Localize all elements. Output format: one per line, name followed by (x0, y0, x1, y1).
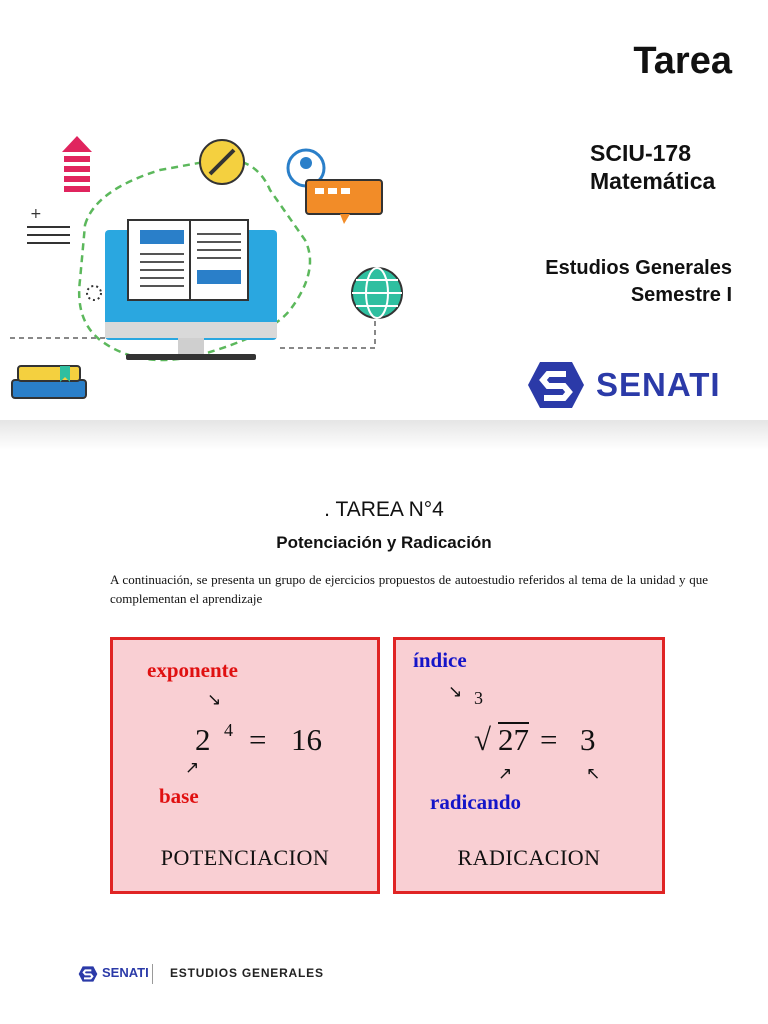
index-label: índice (413, 648, 467, 672)
radical-sign: √ (474, 722, 492, 757)
footer-logo-text: SENATI (102, 965, 149, 980)
senati-logo (526, 360, 726, 412)
power-result: 16 (291, 722, 322, 757)
arrow-down-right-icon: ↘ (207, 690, 222, 710)
potenciacion-caption: POTENCIACION (160, 845, 330, 870)
cover-divider-shadow (0, 420, 768, 450)
radicand-label: radicando (430, 790, 522, 814)
radicacion-caption: RADICACION (457, 845, 601, 870)
senati-emblem-icon (78, 964, 98, 984)
potenciacion-panel (110, 637, 380, 894)
open-book-icon (128, 220, 248, 300)
power-exponent: 4 (224, 720, 233, 740)
task-subtitle: Potenciación y Radicación (276, 533, 492, 552)
power-equals: = (249, 722, 267, 757)
chat-bubble-icon (306, 180, 382, 224)
senati-logo-text: SENATI (596, 366, 721, 403)
dotted-circle-icon (87, 286, 101, 300)
arrow-up-right-icon: ↗ (498, 764, 513, 784)
radicand-value: 27 (498, 722, 529, 757)
senati-emblem-icon (526, 360, 586, 410)
root-equals: = (540, 722, 558, 757)
upload-arrow-icon (62, 136, 92, 192)
root-index: 3 (474, 688, 483, 708)
arrow-up-right-icon: ↗ (185, 758, 200, 778)
arrow-down-right-icon: ↘ (448, 682, 463, 702)
svg-text:+: + (30, 206, 42, 222)
page-footer (78, 962, 378, 986)
root-result: 3 (580, 722, 596, 757)
cover-section (0, 0, 768, 440)
task-title: . TAREA N°4 (324, 498, 444, 521)
pen-icon (200, 140, 244, 184)
document-type: Tarea (633, 40, 732, 82)
footer-divider (152, 964, 153, 984)
globe-icon (352, 268, 402, 318)
intro-paragraph: A continuación, se presenta un grupo de ejercicios propuestos de autoestudio referidos al tema de la unidad y que complementan el aprendizaje (110, 572, 708, 606)
education-illustration (0, 130, 420, 410)
dashed-connector-right (280, 310, 375, 348)
semester-label: Semestre I (630, 284, 732, 306)
course-name: Matemática (590, 168, 716, 194)
exponent-label: exponente (147, 658, 238, 682)
base-label: base (159, 784, 199, 808)
power-base: 2 (195, 722, 211, 757)
program-name: Estudios Generales (545, 257, 732, 279)
books-icon (12, 366, 86, 398)
footer-text: ESTUDIOS GENERALES (170, 966, 324, 980)
arrow-up-left-icon: ↖ (586, 764, 601, 784)
document-lines-icon (27, 206, 70, 243)
radicacion-panel (393, 637, 665, 894)
course-code: SCIU-178 (590, 140, 691, 166)
